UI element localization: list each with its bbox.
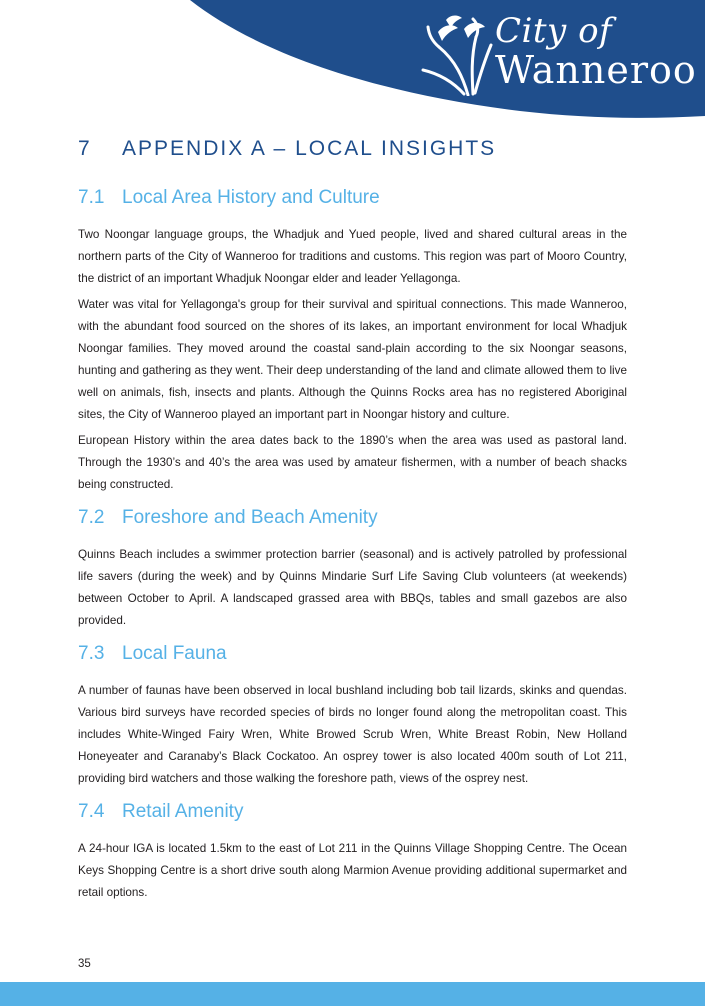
history-paragraph-2: Water was vital for Yellagonga's group for their survival and spiritual connections. This made Wanneroo, with the abundant food sourced on the shores of its lakes, an important environment for local Whadjuk Noongar families. They moved around the coastal sand-plain according to the six Noongar seasons, hunting and gathering as they went. Their deep understanding of the land and climate allowed them to live well on animals, fish, insects and plants. Although the Quinns Rocks area has no registered Aboriginal sites, the City of Wanneroo played an important part in Noongar history and culture.: [78, 298, 627, 421]
wanneroo-plant-icon: [419, 14, 493, 96]
section-title-fauna: Local Fauna: [122, 643, 227, 664]
history-paragraph-1: Two Noongar language groups, the Whadjuk and Yued people, lived and shared cultural areas in the northern parts of the City of Wanneroo for traditions and customs. This region was part of Mooro Country, the district of an important Whadjuk Noongar elder and leader Yellagonga.: [78, 228, 627, 285]
section-retail-amenity: [78, 798, 627, 904]
section-local-area-history: [78, 184, 627, 496]
section-title-foreshore: Foreshore and Beach Amenity: [122, 507, 378, 528]
section-local-fauna: [78, 640, 627, 790]
section-heading-fauna: [78, 640, 627, 668]
retail-paragraph-1: A 24-hour IGA is located 1.5km to the east of Lot 211 in the Quinns Village Shopping Centre. The Ocean Keys Shopping Centre is a short drive south along Marmion Avenue providing additional supermarket and retail options.: [78, 842, 627, 899]
appendix-title-text: APPENDIX A – LOCAL INSIGHTS: [122, 137, 497, 160]
appendix-title: [78, 133, 627, 165]
foreshore-paragraph-1: Quinns Beach includes a swimmer protection barrier (seasonal) and is actively patrolled by professional life savers (during the week) and by Quinns Mindarie Surf Life Saving Club volunteers (at weekends) between October to April. A landscaped grassed area with BBQs, tables and small gazebos are also provided.: [78, 548, 627, 627]
section-title-retail: Retail Amenity: [122, 801, 244, 822]
city-of-wanneroo-logo: [419, 11, 697, 100]
appendix-number: 7: [78, 137, 90, 160]
section-foreshore-beach: [78, 504, 627, 632]
appendix-content: [78, 133, 627, 908]
section-title-history: Local Area History and Culture: [122, 187, 380, 208]
footer-color-band: [0, 982, 705, 1006]
section-heading-retail: [78, 798, 627, 826]
section-number-foreshore: 7.2: [78, 507, 105, 528]
section-number-fauna: 7.3: [78, 643, 105, 664]
section-heading-history: [78, 184, 627, 212]
page-number: 35: [78, 958, 91, 970]
section-heading-foreshore: [78, 504, 627, 532]
section-number-retail: 7.4: [78, 801, 105, 822]
fauna-paragraph-1: A number of faunas have been observed in local bushland including bob tail lizards, skinks and quendas. Various bird surveys have recorded species of birds no longer found along the metropolitan coast. This includes White-Winged Fairy Wren, White Browed Scrub Wren, White Breast Robin, New Holland Honeyeater and Caranaby’s Black Cockatoo. An osprey tower is also located 400m south of Lot 211, providing bird watchers and those walking the foreshore path, views of the osprey nest.: [78, 684, 627, 785]
history-paragraph-3: European History within the area dates back to the 1890’s when the area was used as pastoral land. Through the 1930’s and 40’s the area was used by amateur fishermen, with a number of beach shacks being constructed.: [78, 434, 627, 491]
section-number-history: 7.1: [78, 187, 105, 208]
logo-city-text: City of: [495, 11, 613, 51]
logo-wanneroo-text: Wanneroo: [495, 48, 697, 92]
